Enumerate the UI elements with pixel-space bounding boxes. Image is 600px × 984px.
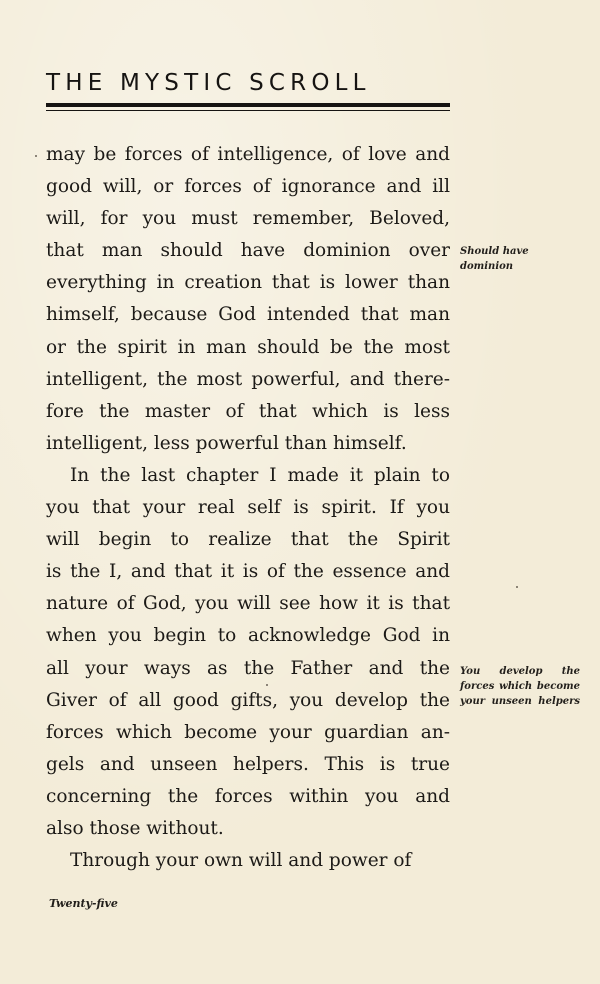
text-line: Giver of all good gifts, you develop the [46,689,450,711]
text-line: forces which become your guardian an- [46,721,450,743]
text-line: also those without. [46,817,224,839]
text-line: will begin to realize that the Spirit [46,529,450,551]
header-rule-thin [46,110,450,111]
header-rule-thick [46,103,450,107]
margin-note-line: forces which become [460,681,580,692]
text-line: everything in creation that is lower than [46,272,450,294]
page-number: Twenty-five [49,897,118,910]
text-line: Through your own will and power of [70,850,412,872]
paper-speck [35,155,37,157]
text-line: is the I, and that it is of the essence and [46,561,450,583]
text-line: good will, or forces of ignorance and ill [46,176,450,198]
margin-note-helpers [460,664,580,709]
paper-speck [516,586,518,588]
text-line: fore the master of that which is less [46,400,450,422]
text-line: when you begin to acknowledge God in [46,625,450,647]
margin-note-line: You develop the [460,666,580,677]
text-line: himself, because God intended that man [46,304,450,326]
margin-note-line: your unseen helpers [460,696,580,707]
text-line: or the spirit in man should be the most [46,336,450,358]
text-line: intelligent, the most powerful, and there- [46,368,450,390]
text-line: In the last chapter I made it plain to [70,464,450,486]
margin-note-dominion [460,244,560,274]
text-line: may be forces of intelligence, of love and [46,144,450,165]
text-line: all your ways as the Father and the [46,657,450,679]
text-line: concerning the forces within you and [46,785,450,807]
margin-note-line: dominion [460,261,514,272]
text-line: intelligent, less powerful than himself. [46,432,407,454]
text-line: you that your real self is spirit. If you [46,497,450,519]
body-text [46,139,450,877]
text-line: gels and unseen helpers. This is true [46,753,450,775]
margin-note-line: Should have [460,246,529,257]
text-line: that man should have dominion over [46,240,450,262]
paper-speck [266,684,268,686]
running-head: THE MYSTIC SCROLL [46,70,371,96]
text-line: will, for you must remember, Beloved, [46,208,450,230]
text-line: nature of God, you will see how it is that [46,593,450,615]
